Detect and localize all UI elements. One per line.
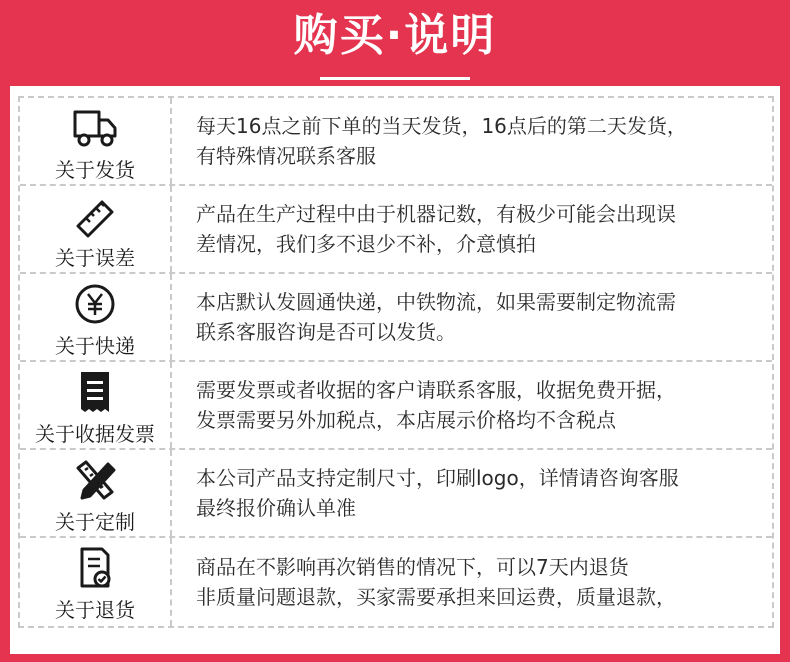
row-header [20,274,172,360]
row-header [20,450,172,536]
page-title: 购买·说明 [293,10,497,61]
row-content [196,186,766,272]
checked-document-icon [72,546,118,590]
row-content [196,98,766,184]
title-wrap [230,6,560,80]
content-line: 差情况，我们多不退少不补，介意慎拍 [196,232,536,256]
table-row [20,362,772,450]
yen-coin-icon [72,282,118,326]
title-underline [320,77,470,80]
row-label: 关于定制 [55,510,135,534]
row-label: 关于快递 [55,334,135,358]
row-content [196,362,766,448]
content-line: 最终报价确认单准 [196,496,356,520]
info-panel [10,86,780,654]
row-header [20,362,172,448]
info-table [18,96,774,628]
row-content [196,274,766,360]
content-line: 联系客服咨询是否可以发货。 [196,320,456,344]
content-line: 有特殊情况联系客服 [196,144,376,168]
row-header [20,538,172,626]
content-line: 本店默认发圆通快递，中铁物流，如果需要制定物流需 [196,290,676,314]
row-content [196,538,766,626]
content-line: 每天16点之前下单的当天发货，16点后的第二天发货， [196,114,687,138]
row-label: 关于发货 [55,158,135,182]
content-line: 非质量问题退款，买家需要承担来回运费，质量退款， [196,585,676,609]
row-label: 关于退货 [55,598,135,622]
content-line: 需要发票或者收据的客户请联系客服，收据免费开据， [196,378,676,402]
row-header [20,98,172,184]
row-header [20,186,172,272]
content-line: 产品在生产过程中由于机器记数，有极少可能会出现误 [196,202,676,226]
table-row [20,98,772,186]
content-line: 本公司产品支持定制尺寸，印刷logo，详情请咨询客服 [196,466,679,490]
table-row [20,538,772,626]
pencil-ruler-icon [72,458,118,502]
header-band [0,0,790,86]
table-row [20,450,772,538]
ruler-icon [72,194,118,238]
footer-band [0,654,790,662]
receipt-icon [72,370,118,414]
content-line: 商品在不影响再次销售的情况下，可以7天内退货 [196,555,629,579]
table-row [20,274,772,362]
row-label: 关于收据发票 [35,422,155,446]
row-label: 关于误差 [55,246,135,270]
table-row [20,186,772,274]
content-line: 发票需要另外加税点，本店展示价格均不含税点 [196,408,616,432]
truck-icon [72,106,118,150]
row-content [196,450,766,536]
